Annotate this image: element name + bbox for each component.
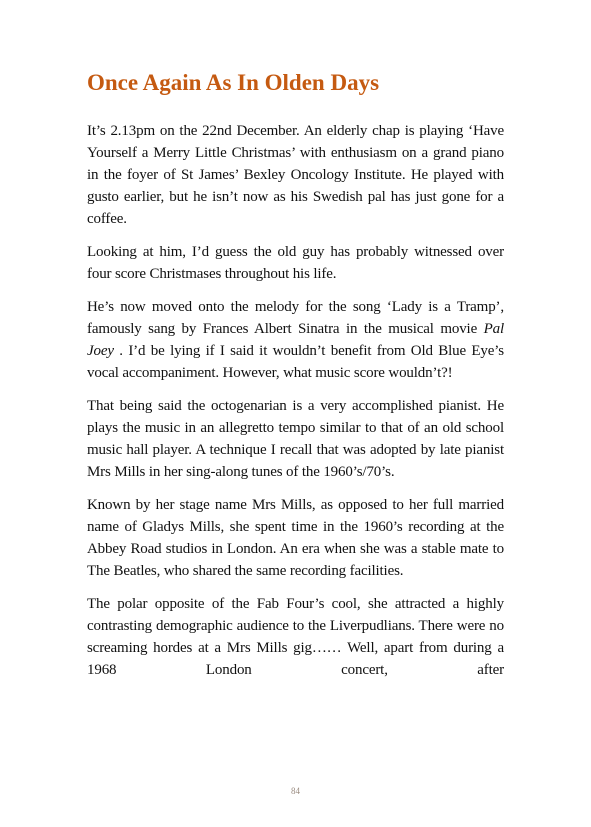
chapter-title: Once Again As In Olden Days: [87, 70, 380, 95]
paragraph-4: That being said the octogenarian is a very accomplished pianist. He plays the music in an allegretto tempo similar to that of an old school music hall player. A technique I recall that was adopted by late pianist Mrs Mills in her sing-along tunes of the 1960’s/70’s.: [87, 398, 504, 480]
movie-title-italic: Pal Joey: [87, 321, 504, 359]
paragraph-1: It’s 2.13pm on the 22nd December. An elderly chap is playing ‘Have Yourself a Merry Little Christmas’ with enthusiasm on a grand piano in the foyer of St James’ Bexley Oncology Institute. He played with gusto earlier, but he isn’t now as his Swedish pal has just gone for a coffee.: [87, 123, 504, 227]
paragraph-3-text-before: He’s now moved onto the melody for the song ‘Lady is a Tramp’, famously sang by Frances Albert Sinatra in the musical movie: [87, 299, 504, 337]
page-number: 84: [291, 786, 300, 796]
paragraph-3-text-after: . I’d be lying if I said it wouldn’t benefit from Old Blue Eye’s vocal accompaniment. However, what music score wouldn’t?!: [87, 343, 504, 381]
paragraph-2: Looking at him, I’d guess the old guy has probably witnessed over four score Christmases throughout his life.: [87, 244, 504, 282]
body-text: [87, 120, 504, 692]
paragraph-6: The polar opposite of the Fab Four’s cool, she attracted a highly contrasting demographic audience to the Liverpudlians. There were no screaming hordes at a Mrs Mills gig…… Well, apart from during a 1968 London concert, after: [87, 596, 504, 678]
paragraph-5: Known by her stage name Mrs Mills, as opposed to her full married name of Gladys Mills, she spent time in the 1960’s recording at the Abbey Road studios in London. An era when she was a stable mate to The Beatles, who shared the same recording facilities.: [87, 497, 504, 579]
paragraph-3: [87, 296, 504, 384]
